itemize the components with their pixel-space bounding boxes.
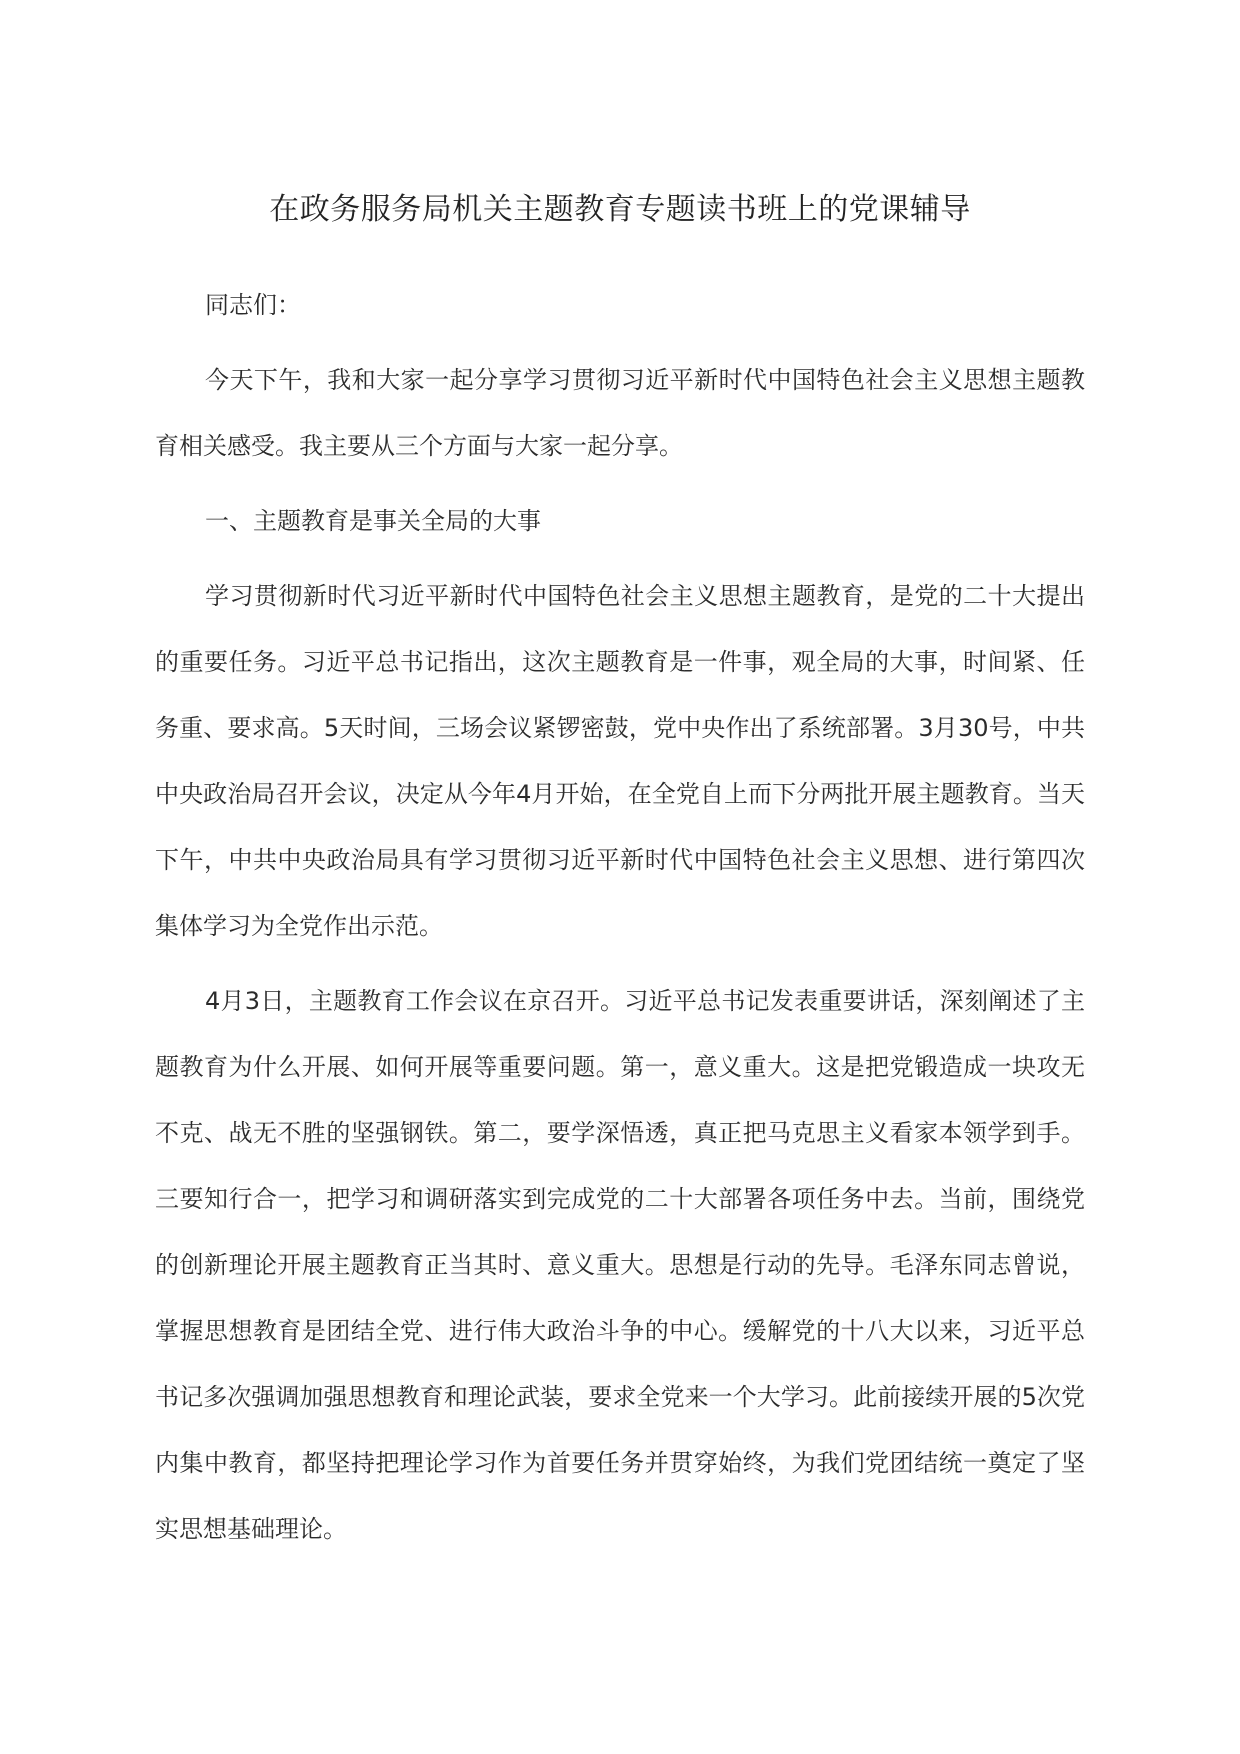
paragraph-body: 学习贯彻新时代习近平新时代中国特色社会主义思想主题教育，是党的二十大提出的重要任务。习近平总书记指出，这次主题教育是一件事，观全局的大事，时间紧、任务重、要求高。5天时间，三场会议紧锣密鼓，党中央作出了系统部署。3月30号，中共中央政治局召开会议，决定从今年4月开始，在全党自上而下分两批开展主题教育。当天下午，中共中央政治局具有学习贯彻习近平新时代中国特色社会主义思想、进行第四次集体学习为全党作出示范。 [155,582,1085,940]
section-heading-1: 一、主题教育是事关全局的大事 [205,507,541,535]
paragraph-body: 4月3日，主题教育工作会议在京召开。习近平总书记发表重要讲话，深刻阐述了主题教育为什么开展、如何开展等重要问题。第一，意义重大。这是把党锻造成一块攻无不克、战无不胜的坚强钢铁。第二，要学深悟透，真正把马克思主义看家本领学到手。三要知行合一，把学习和调研落实到完成党的二十大部署各项任务中去。当前，围绕党的创新理论开展主题教育正当其时、意义重大。思想是行动的先导。毛泽东同志曾说，掌握思想教育是团结全党、进行伟大政治斗争的中心。缓解党的十八大以来，习近平总书记多次强调加强思想教育和理论武装，要求全党来一个大学习。此前接续开展的5次党内集中教育，都坚持把理论学习作为首要任务并贯穿始终，为我们党团结统一奠定了坚实思想基础理论。 [155,987,1085,1543]
paragraph-intro: 今天下午，我和大家一起分享学习贯彻习近平新时代中国特色社会主义思想主题教育相关感受。我主要从三个方面与大家一起分享。 [155,366,1085,460]
salutation: 同志们： [205,291,301,319]
document-title: 在政务服务局机关主题教育专题读书班上的党课辅导 [269,192,971,227]
document-body [155,272,1085,1571]
